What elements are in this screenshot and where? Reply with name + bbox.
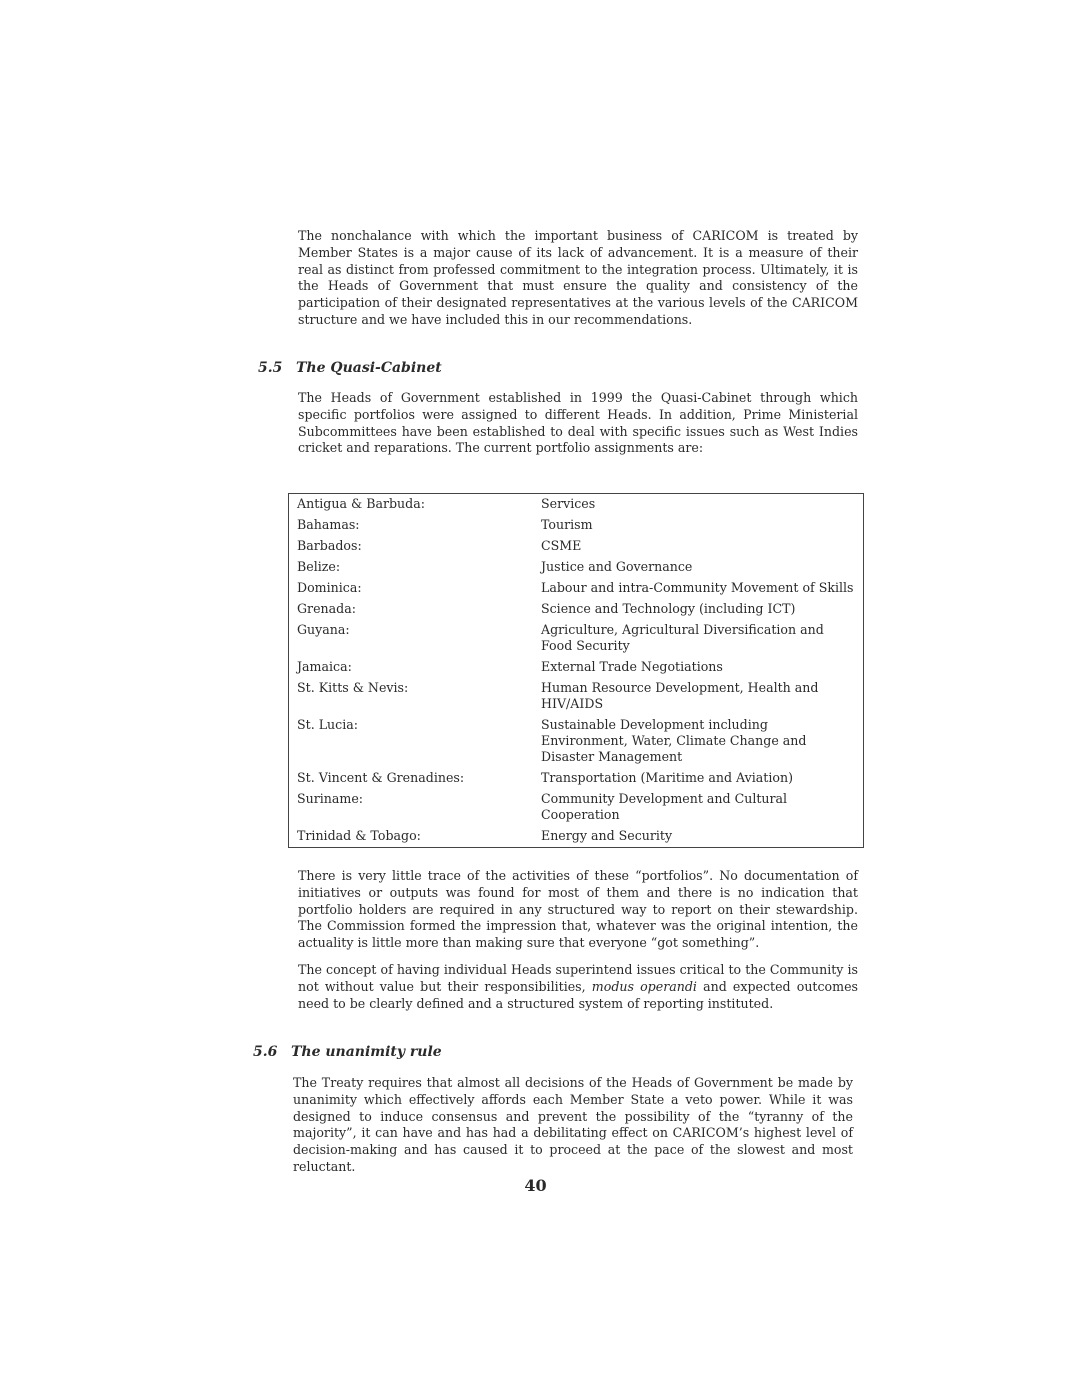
section-number: 5.5 <box>258 360 283 376</box>
portfolio-table <box>288 493 864 848</box>
portfolio-cell: Human Resource Development, Health and HIV/AIDS <box>541 680 819 711</box>
section-title: The unanimity rule <box>291 1044 442 1060</box>
country-cell: Belize: <box>297 559 341 574</box>
portfolio-cell: Energy and Security <box>541 828 673 843</box>
portfolio-trace-paragraph: There is very little trace of the activities of these “portfolios”. No documentation of initiatives or outputs was found for most of them and there is no indication that portfolio holders are required in any structured way to report on their stewardship. The Commission formed the impression that, whatever was the original intention, the actuality is little more than making sure that everyone “got something”. <box>298 868 858 951</box>
concept-emphasis: modus operandi <box>591 978 697 994</box>
section-number: 5.6 <box>253 1044 278 1060</box>
country-cell: Grenada: <box>297 601 356 616</box>
table-row <box>289 494 864 516</box>
portfolio-cell: Agriculture, Agricultural Diversification and Food Security <box>541 622 824 653</box>
portfolio-cell: Transportation (Maritime and Aviation) <box>541 770 793 785</box>
table-row <box>289 678 864 715</box>
country-cell: St. Kitts & Nevis: <box>297 680 409 695</box>
portfolio-cell: Sustainable Development including Environment, Water, Climate Change and Disaster Management <box>541 717 807 764</box>
country-cell: Guyana: <box>297 622 350 637</box>
country-cell: St. Vincent & Grenadines: <box>297 770 465 785</box>
country-cell: St. Lucia: <box>297 717 359 732</box>
portfolio-cell: External Trade Negotiations <box>541 659 723 674</box>
quasi-cabinet-paragraph: The Heads of Government established in 1999 the Quasi-Cabinet through which specific portfolios were assigned to different Heads. In addition, Prime Ministerial Subcommittees have been established to deal with specific issues such as West Indies cricket and reparations. The current portfolio assignments are: <box>298 390 858 456</box>
concept-paragraph <box>298 962 858 1012</box>
table-row <box>289 599 864 620</box>
section-5-5-heading <box>258 360 442 376</box>
country-cell: Antigua & Barbuda: <box>297 496 425 511</box>
section-title: The Quasi-Cabinet <box>296 360 442 376</box>
table-row <box>289 789 864 826</box>
portfolio-cell: CSME <box>541 538 582 553</box>
country-cell: Trinidad & Tobago: <box>297 828 421 843</box>
country-cell: Barbados: <box>297 538 362 553</box>
unanimity-paragraph: The Treaty requires that almost all decisions of the Heads of Government be made by unanimity which effectively affords each Member State a veto power. While it was designed to induce consensus and prevent the possibility of the “tyranny of the majority”, it can have and has had a debilitating effect on CARICOM’s highest level of decision-making and has caused it to proceed at the pace of the slowest and most reluctant. <box>293 1075 853 1174</box>
concept-text-end: and expected outcomes need to be clearly defined and a structured system of reporting instituted. <box>298 978 858 1011</box>
country-cell: Dominica: <box>297 580 362 595</box>
table-row <box>289 578 864 599</box>
table-row <box>289 515 864 536</box>
intro-paragraph: The nonchalance with which the important business of CARICOM is treated by Member States is a major cause of its lack of advancement. It is a measure of their real as distinct from professed commitment to the integration process. Ultimately, it is the Heads of Government that must ensure the quality and consistency of the participation of their designated representatives at the various levels of the CARICOM structure and we have included this in our recommendations. <box>298 228 858 327</box>
portfolio-cell: Tourism <box>541 517 593 532</box>
table-row <box>289 715 864 768</box>
table-row <box>289 826 864 848</box>
table-row <box>289 657 864 678</box>
table-row <box>289 557 864 578</box>
portfolio-cell: Services <box>541 496 596 511</box>
country-cell: Jamaica: <box>297 659 352 674</box>
table-row <box>289 768 864 789</box>
page-number: 40 <box>524 1176 547 1195</box>
portfolio-cell: Justice and Governance <box>541 559 693 574</box>
country-cell: Bahamas: <box>297 517 360 532</box>
portfolio-cell: Community Development and Cultural Cooperation <box>541 791 788 822</box>
portfolio-cell: Labour and intra-Community Movement of Skills <box>541 580 854 595</box>
portfolio-cell: Science and Technology (including ICT) <box>541 601 796 616</box>
table-row <box>289 536 864 557</box>
section-5-6-heading <box>253 1044 442 1060</box>
table-row <box>289 620 864 657</box>
country-cell: Suriname: <box>297 791 364 806</box>
concept-text-start: The concept of having individual Heads superintend issues critical to the Community is not without value but their responsibilities, <box>298 962 858 994</box>
